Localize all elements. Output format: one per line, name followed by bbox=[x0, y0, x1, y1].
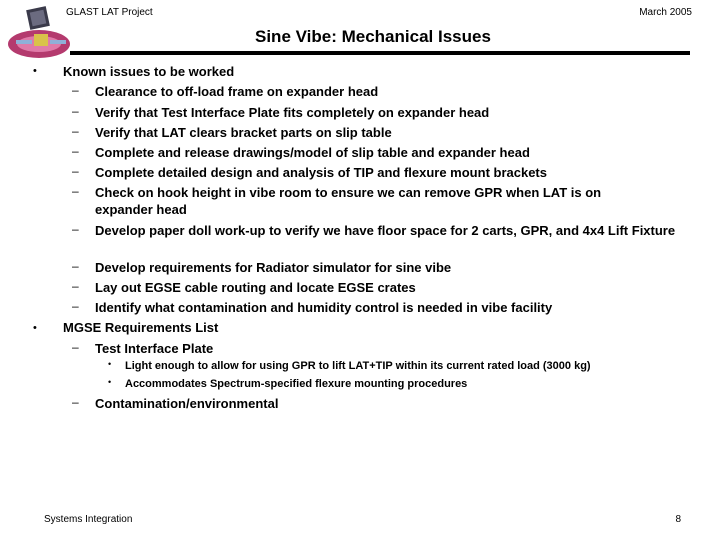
dash-marker: – bbox=[72, 83, 79, 97]
dash-marker: – bbox=[72, 259, 79, 273]
list-item-tip: Test Interface Plate bbox=[95, 341, 214, 356]
list-item: Develop paper doll work-up to verify we have floor space for 2 carts, GPR, and 4x4 Lift Fixture bbox=[95, 223, 676, 238]
presentation-date: March 2005 bbox=[639, 7, 692, 18]
dash-marker: – bbox=[72, 104, 79, 118]
page-number: 8 bbox=[675, 514, 681, 525]
dash-marker: – bbox=[72, 299, 79, 313]
list-item-contamination: Contamination/environmental bbox=[95, 396, 279, 411]
list-item: Check on hook height in vibe room to ensure we can remove GPR when LAT is on expander head bbox=[95, 185, 602, 217]
bullet-marker: • bbox=[108, 359, 112, 369]
dash-marker: – bbox=[72, 144, 79, 158]
sub-list-item: Accommodates Spectrum-specified flexure mounting procedures bbox=[125, 378, 468, 390]
bullet-marker: • bbox=[33, 322, 37, 334]
dash-marker: – bbox=[72, 340, 79, 354]
dash-marker: – bbox=[72, 184, 79, 198]
footer-organization: Systems Integration bbox=[44, 514, 133, 525]
list-item: Complete detailed design and analysis of TIP and flexure mount brackets bbox=[95, 165, 547, 180]
list-item: Identify what contamination and humidity control is needed in vibe facility bbox=[95, 300, 553, 315]
dash-marker: – bbox=[72, 164, 79, 178]
dash-marker: – bbox=[72, 222, 79, 236]
project-name: GLAST LAT Project bbox=[66, 7, 153, 18]
list-item: Verify that LAT clears bracket parts on slip table bbox=[95, 125, 392, 140]
dash-marker: – bbox=[72, 395, 79, 409]
title-divider bbox=[70, 51, 690, 55]
bullet-marker: • bbox=[33, 65, 37, 77]
list-item: Complete and release drawings/model of slip table and expander head bbox=[95, 145, 530, 160]
bullet-marker: • bbox=[108, 377, 112, 387]
section-heading-known-issues: Known issues to be worked bbox=[63, 64, 235, 79]
section-heading-mgse: MGSE Requirements List bbox=[63, 320, 219, 335]
glast-logo-icon bbox=[6, 4, 72, 66]
list-item: Lay out EGSE cable routing and locate EGSE crates bbox=[95, 280, 416, 295]
list-item: Clearance to off-load frame on expander head bbox=[95, 84, 379, 99]
sub-list-item: Light enough to allow for using GPR to lift LAT+TIP within its current rated load (3000 kg) bbox=[125, 360, 591, 372]
list-item: Develop requirements for Radiator simulator for sine vibe bbox=[95, 260, 452, 275]
slide-title: Sine Vibe: Mechanical Issues bbox=[255, 27, 491, 46]
list-item: Verify that Test Interface Plate fits completely on expander head bbox=[95, 105, 490, 120]
dash-marker: – bbox=[72, 124, 79, 138]
dash-marker: – bbox=[72, 279, 79, 293]
